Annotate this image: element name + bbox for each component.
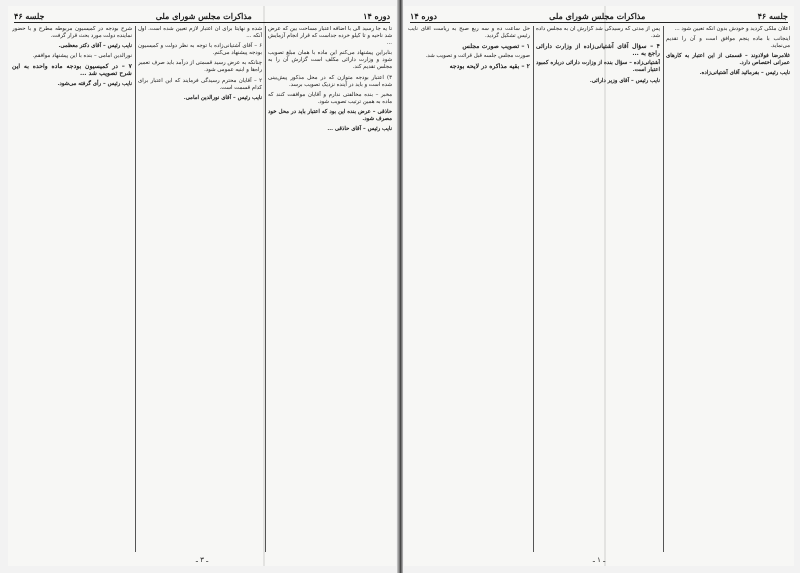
paragraph: شده و نهایتاً برای آن اعتبار لازم تعیین شده است. اول آنکه ... (138, 26, 262, 40)
paragraph: پس از مدتی که رسیدگی شد گزارش آن به مجلس داده شد. (536, 26, 660, 40)
left-page (8, 6, 396, 566)
left-footer: ـ ۳ ـ (195, 556, 209, 564)
right-page-header (410, 10, 788, 23)
paragraph: مخبر – بنده مخالفتی ندارم و آقایان موافقت کنند که ماده به همین ترتیب تصویب شود. (268, 91, 392, 105)
speaker-line: غلامرضا فولادوند – قسمتی از این اعتبار به کارهای عمرانی اختصاص دارد. (666, 53, 790, 67)
right-page-number: جلسه ۴۶ (757, 11, 788, 21)
speaker-line: نایب رئیس – آقای نورالدین امامی. (183, 94, 262, 101)
speaker-line: نایب رئیس – رأی گرفته می‌شود. (57, 80, 132, 87)
fold-crease (604, 6, 606, 566)
left-column-1 (268, 26, 392, 554)
paragraph: صورت مجلس جلسه قبل قرائت و تصویب شد. (425, 53, 530, 60)
speaker-line: نایب رئیس – آقای وزیر دارائی. (589, 77, 660, 84)
left-column-3 (12, 26, 132, 554)
left-page-header (14, 10, 390, 23)
column-divider (533, 26, 534, 552)
binding-gutter (397, 0, 403, 573)
fold-crease (263, 6, 265, 566)
paragraph: حل ساعت ده و سه ربع صبح به ریاست آقای نایب رئیس تشکیل گردید. (408, 26, 530, 40)
section-heading: ۱ – تصویب صورت مجلس (462, 43, 530, 51)
column-divider (135, 26, 136, 552)
right-footer: ـ ۱ ـ (592, 556, 606, 564)
speaker-line: نایب رئیس – آقای حاذقی ... (327, 126, 392, 133)
column-divider (663, 26, 664, 552)
left-title: مذاکرات مجلس شورای ملی (155, 11, 252, 21)
right-column-1 (666, 26, 790, 554)
section-heading: ۲ – بقیه مذاکره در لایحه بودجه (449, 63, 530, 71)
left-page-number: جلسه ۴۶ (14, 11, 45, 21)
left-column-2 (138, 26, 262, 554)
paragraph: ۳) اعتبار بودجه متوازن که در محل مذکور پیش‌بینی شده است و باید در آینده نزدیک تصویب برسد. (268, 74, 392, 88)
paragraph: چنانکه به عرض رسید قسمتی از درآمد باید صرف تعمیر راه‌ها و ابنیه عمومی شود. (138, 60, 262, 74)
speaker-line: نایب رئیس – بفرمائید آقای آشتیانی‌زاده. (699, 70, 790, 77)
right-session-label: دوره ۱۴ (410, 11, 437, 21)
right-column-3 (408, 26, 530, 554)
section-heading: ۴ – سؤال آقای آشتیانی‌زاده از وزارت دارائی راجع به ... (536, 43, 660, 58)
section-heading: ۷ – در کمیسیون بودجه ماده واحده به این شرح تصویب شد ... (12, 63, 132, 78)
right-column-2 (536, 26, 660, 554)
paragraph: ۶ – آقای آشتیانی‌زاده با توجه به نظر دولت و کمیسیون بودجه پیشنهاد می‌کنم. (138, 43, 262, 57)
right-title: مذاکرات مجلس شورای ملی (549, 11, 646, 21)
paragraph: اعلان ملکی گردید و خودش بدون آنکه تعیین شود ... (674, 26, 790, 32)
paragraph: اینجانب با ماده پنجم موافق است و آن را تقدیم می‌نماید. (666, 36, 790, 50)
speaker-line: نایب رئیس – آقای دکتر معظمی. (58, 43, 132, 50)
paragraph: ۲ – آقایان محترم رسیدگی فرمایند که این اعتبار برای کدام قسمت است. (138, 77, 262, 91)
right-page (404, 6, 794, 566)
paragraph: تا یه جا رسید الی با اضافه اعتبار مساحت بین که عرض شد ناحیه و تا کیلو خرده جداست که قرار انجام آزمایش ... (268, 26, 392, 47)
speaker-line: حاذقی – عرض بنده این بود که اعتبار باید در محل خود مصرف شود. (268, 108, 392, 123)
column-divider (265, 26, 266, 552)
paragraph: نورالدین امامی – بنده با این پیشنهاد موافقم. (32, 53, 132, 60)
speaker-line: آشتیانی‌زاده – سؤال بنده از وزارت دارائی درباره کمبود اعتبار است. (536, 60, 660, 74)
paragraph: شرح بودجه در کمیسیون مربوطه مطرح و با حضور نماینده دولت مورد بحث قرار گرفت. (12, 26, 132, 40)
paragraph: بنابراین پیشنهاد می‌کنم این ماده با همان مبلغ تصویب شود و وزارت دارائی مکلف است گزارش آن را به مجلس تقدیم کند. (268, 50, 392, 71)
left-session-label: دوره ۱۴ (363, 11, 390, 21)
